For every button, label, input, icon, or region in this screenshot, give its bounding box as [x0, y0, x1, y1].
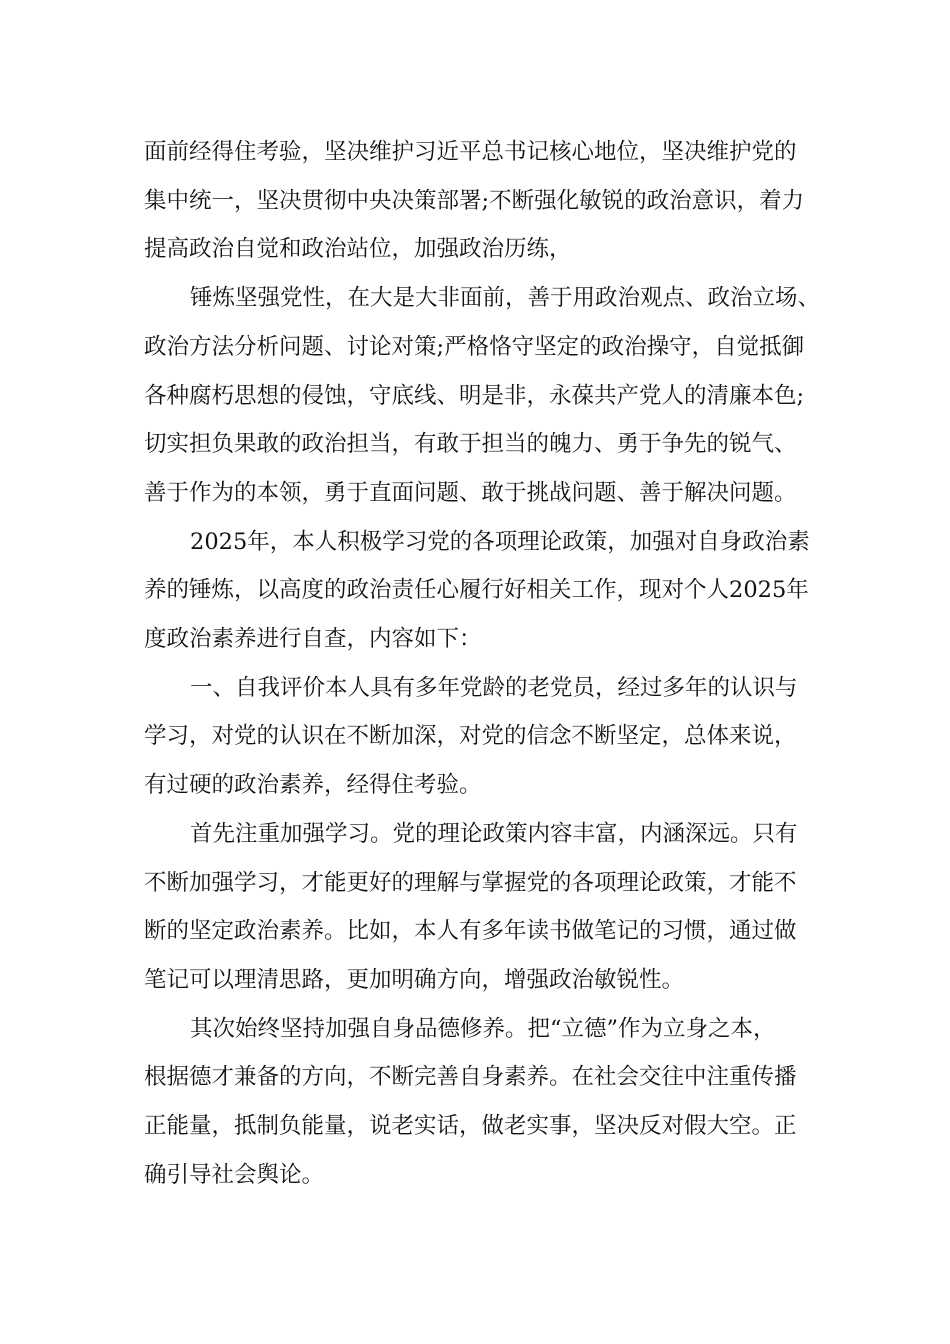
- text-line: 锤炼坚强党性，在大是大非面前，善于用政治观点、政治立场、: [190, 285, 821, 312]
- paragraph-2: [144, 274, 834, 518]
- text-line: 面前经得住考验，坚决维护习近平总书记核心地位，坚决维护党的: [144, 139, 797, 165]
- paragraph-5: [144, 810, 834, 1005]
- text-line: 集中统一，坚决贯彻中央决策部署;不断强化敏锐的政治意识，着力: [144, 187, 805, 214]
- text-line: 首先注重加强学习。党的理论政策内容丰富，内涵深远。只有: [190, 820, 798, 847]
- text-line: 根据德才兼备的方向，不断完善自身素养。在社会交往中注重传播: [144, 1064, 797, 1091]
- text-line: 切实担负果敢的政治担当，有敢于担当的魄力、勇于争先的锐气、: [144, 431, 797, 458]
- text-line: 善于作为的本领，勇于直面问题、敢于挑战问题、善于解决问题。: [144, 479, 797, 506]
- text-line: 学习，对党的认识在不断加深，对党的信念不断坚定，总体来说，: [144, 723, 797, 750]
- paragraph-4: [144, 664, 834, 810]
- text-line: 有过硬的政治素养，经得住考验。: [144, 772, 482, 799]
- text-line: 断的坚定政治素养。比如，本人有多年读书做笔记的习惯，通过做: [144, 918, 797, 945]
- document-body: [144, 128, 834, 1199]
- paragraph-6: [144, 1005, 834, 1200]
- paragraph-1: [144, 128, 834, 274]
- text-line: 其次始终坚持加强自身品德修养。把“立德”作为立身之本，: [190, 1015, 776, 1042]
- text-line: 不断加强学习，才能更好的理解与掌握党的各项理论政策，才能不: [144, 869, 797, 896]
- text-line: 政治方法分析问题、讨论对策;严格恪守坚定的政治操守，自觉抵御: [144, 333, 805, 360]
- text-line: 笔记可以理清思路，更加明确方向，增强政治敏锐性。: [144, 966, 685, 993]
- text-line: 养的锤炼，以高度的政治责任心履行好相关工作，现对个人2025年: [144, 577, 809, 604]
- text-line: 正能量，抵制负能量，说老实话，做老实事，坚决反对假大空。正: [144, 1113, 797, 1140]
- text-line: 一、自我评价本人具有多年党龄的老党员，经过多年的认识与: [190, 674, 798, 701]
- paragraph-3: [144, 518, 834, 664]
- text-line: 度政治素养进行自查，内容如下：: [144, 626, 482, 653]
- text-line: 各种腐朽思想的侵蚀，守底线、明是非，永葆共产党人的清廉本色;: [144, 382, 805, 409]
- text-line: 提高政治自觉和政治站位，加强政治历练，: [144, 236, 572, 263]
- text-line: 确引导社会舆论。: [144, 1161, 325, 1188]
- text-line: 2025年，本人积极学习党的各项理论政策，加强对自身政治素: [190, 528, 810, 555]
